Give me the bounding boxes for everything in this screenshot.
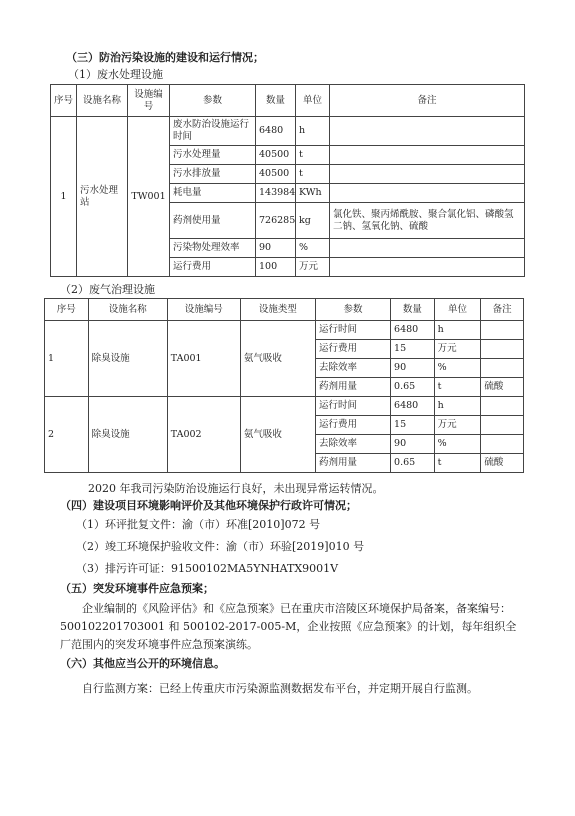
header-cell: 备注 [330,85,525,117]
facility-name: 污水处理站 [77,117,128,277]
qty-cell: 40500 [256,165,296,184]
note-cell [330,239,525,258]
facility-type: 氨气吸收 [240,321,315,397]
header-cell: 单位 [296,85,330,117]
qty-cell: 6480 [256,117,296,146]
facility-code: TA001 [167,321,240,397]
unit-cell: % [434,435,481,454]
unit-cell: h [434,321,481,340]
note-cell [330,146,525,165]
note-cell: 硫酸 [481,378,524,397]
facility-type: 氨气吸收 [240,397,315,473]
permit-item-3: （3）排污许可证：91500102MA5YNHATX9001V [76,562,339,575]
param-cell: 运行费用 [315,340,390,359]
param-cell: 运行费用 [315,416,390,435]
qty-cell: 100 [256,258,296,277]
param-cell: 污水排放量 [170,165,256,184]
param-cell: 运行费用 [170,258,256,277]
header-cell: 参数 [170,85,256,117]
waste-gas-title: （2）废气治理设施 [60,283,155,296]
param-cell: 去除效率 [315,359,390,378]
header-cell: 设施编号 [128,85,170,117]
qty-cell: 90 [391,359,435,378]
facility-name: 除臭设施 [88,397,167,473]
section3-title: （三）防治污染设施的建设和运行情况； [66,51,264,64]
unit-cell: 万元 [296,258,330,277]
header-cell: 单位 [434,299,481,321]
qty-cell: 15 [391,340,435,359]
qty-cell: 0.65 [391,454,435,473]
param-cell: 污染物处理效率 [170,239,256,258]
note-cell: 硫酸 [481,454,524,473]
qty-cell: 6480 [391,321,435,340]
header-cell: 数量 [256,85,296,117]
facility-code: TW001 [128,117,170,277]
unit-cell: % [296,239,330,258]
note-cell [481,321,524,340]
facility-seq: 1 [45,321,89,397]
header-cell: 备注 [481,299,524,321]
header-cell: 数量 [391,299,435,321]
unit-cell: kg [296,203,330,239]
param-cell: 药剂用量 [315,378,390,397]
param-cell: 药剂使用量 [170,203,256,239]
unit-cell: 万元 [434,416,481,435]
waste-water-title: （1）废水处理设施 [68,68,163,81]
param-cell: 去除效率 [315,435,390,454]
table-row [45,321,524,340]
qty-cell: 90 [391,435,435,454]
note-cell [481,435,524,454]
facility-name: 除臭设施 [88,321,167,397]
unit-cell: t [296,165,330,184]
header-cell: 设施类型 [240,299,315,321]
header-cell: 序号 [51,85,77,117]
qty-cell: 15 [391,416,435,435]
param-cell: 耗电量 [170,184,256,203]
waste-gas-table [44,298,524,473]
unit-cell: KWh [296,184,330,203]
permit-item-2: （2）竣工环境保护验收文件：渝（市）环验[2019]010 号 [76,540,365,553]
permit-item-1: （1）环评批复文件：渝（市）环准[2010]072 号 [76,518,321,531]
table-row [51,117,525,146]
unit-cell: % [434,359,481,378]
facility-code: TA002 [167,397,240,473]
note-cell [481,359,524,378]
param-cell: 废水防治设施运行时间 [170,117,256,146]
param-cell: 运行时间 [315,321,390,340]
qty-cell: 726285 [256,203,296,239]
waste-water-table [50,84,525,277]
unit-cell: t [296,146,330,165]
section4-title: （四）建设项目环境影响评价及其他环境保护行政许可情况； [60,499,357,512]
note-cell [330,165,525,184]
note-cell: 氯化铁、聚丙烯酰胺、聚合氯化铝、磷酸氢二钠、氢氧化钠、硫酸 [330,203,525,239]
qty-cell: 90 [256,239,296,258]
section5-body: 企业编制的《风险评估》和《应急预案》已在重庆市涪陵区环境保护局备案，备案编号：500102201703001 和 500102-2017-005-M，企业按照《应急预案》的计划，每年组织全厂范围内的突发环境事件应急预案演练。 [60,602,517,651]
note-cell [330,117,525,146]
section6-title: （六）其他应当公开的环境信息。 [60,657,225,670]
qty-cell: 0.65 [391,378,435,397]
qty-cell: 6480 [391,397,435,416]
section5-title: （五）突发环境事件应急预案； [60,582,214,595]
note-cell [330,184,525,203]
header-cell: 设施名称 [77,85,128,117]
param-cell: 药剂用量 [315,454,390,473]
param-cell: 运行时间 [315,397,390,416]
facility-seq: 1 [51,117,77,277]
header-cell: 参数 [315,299,390,321]
unit-cell: h [296,117,330,146]
section6-body: 自行监测方案：已经上传重庆市污染源监测数据发布平台，并定期开展自行监测。 [82,682,478,695]
note-cell [481,397,524,416]
param-cell: 污水处理量 [170,146,256,165]
note-cell [330,258,525,277]
qty-cell: 40500 [256,146,296,165]
header-cell: 设施编号 [167,299,240,321]
unit-cell: 万元 [434,340,481,359]
table-row [45,397,524,416]
qty-cell: 143984 [256,184,296,203]
header-cell: 序号 [45,299,89,321]
note-cell [481,416,524,435]
header-cell: 设施名称 [88,299,167,321]
summary-text: 2020 年我司污染防治设施运行良好，未出现异常运转情况。 [88,482,384,495]
note-cell [481,340,524,359]
facility-seq: 2 [45,397,89,473]
unit-cell: t [434,454,481,473]
unit-cell: h [434,397,481,416]
unit-cell: t [434,378,481,397]
